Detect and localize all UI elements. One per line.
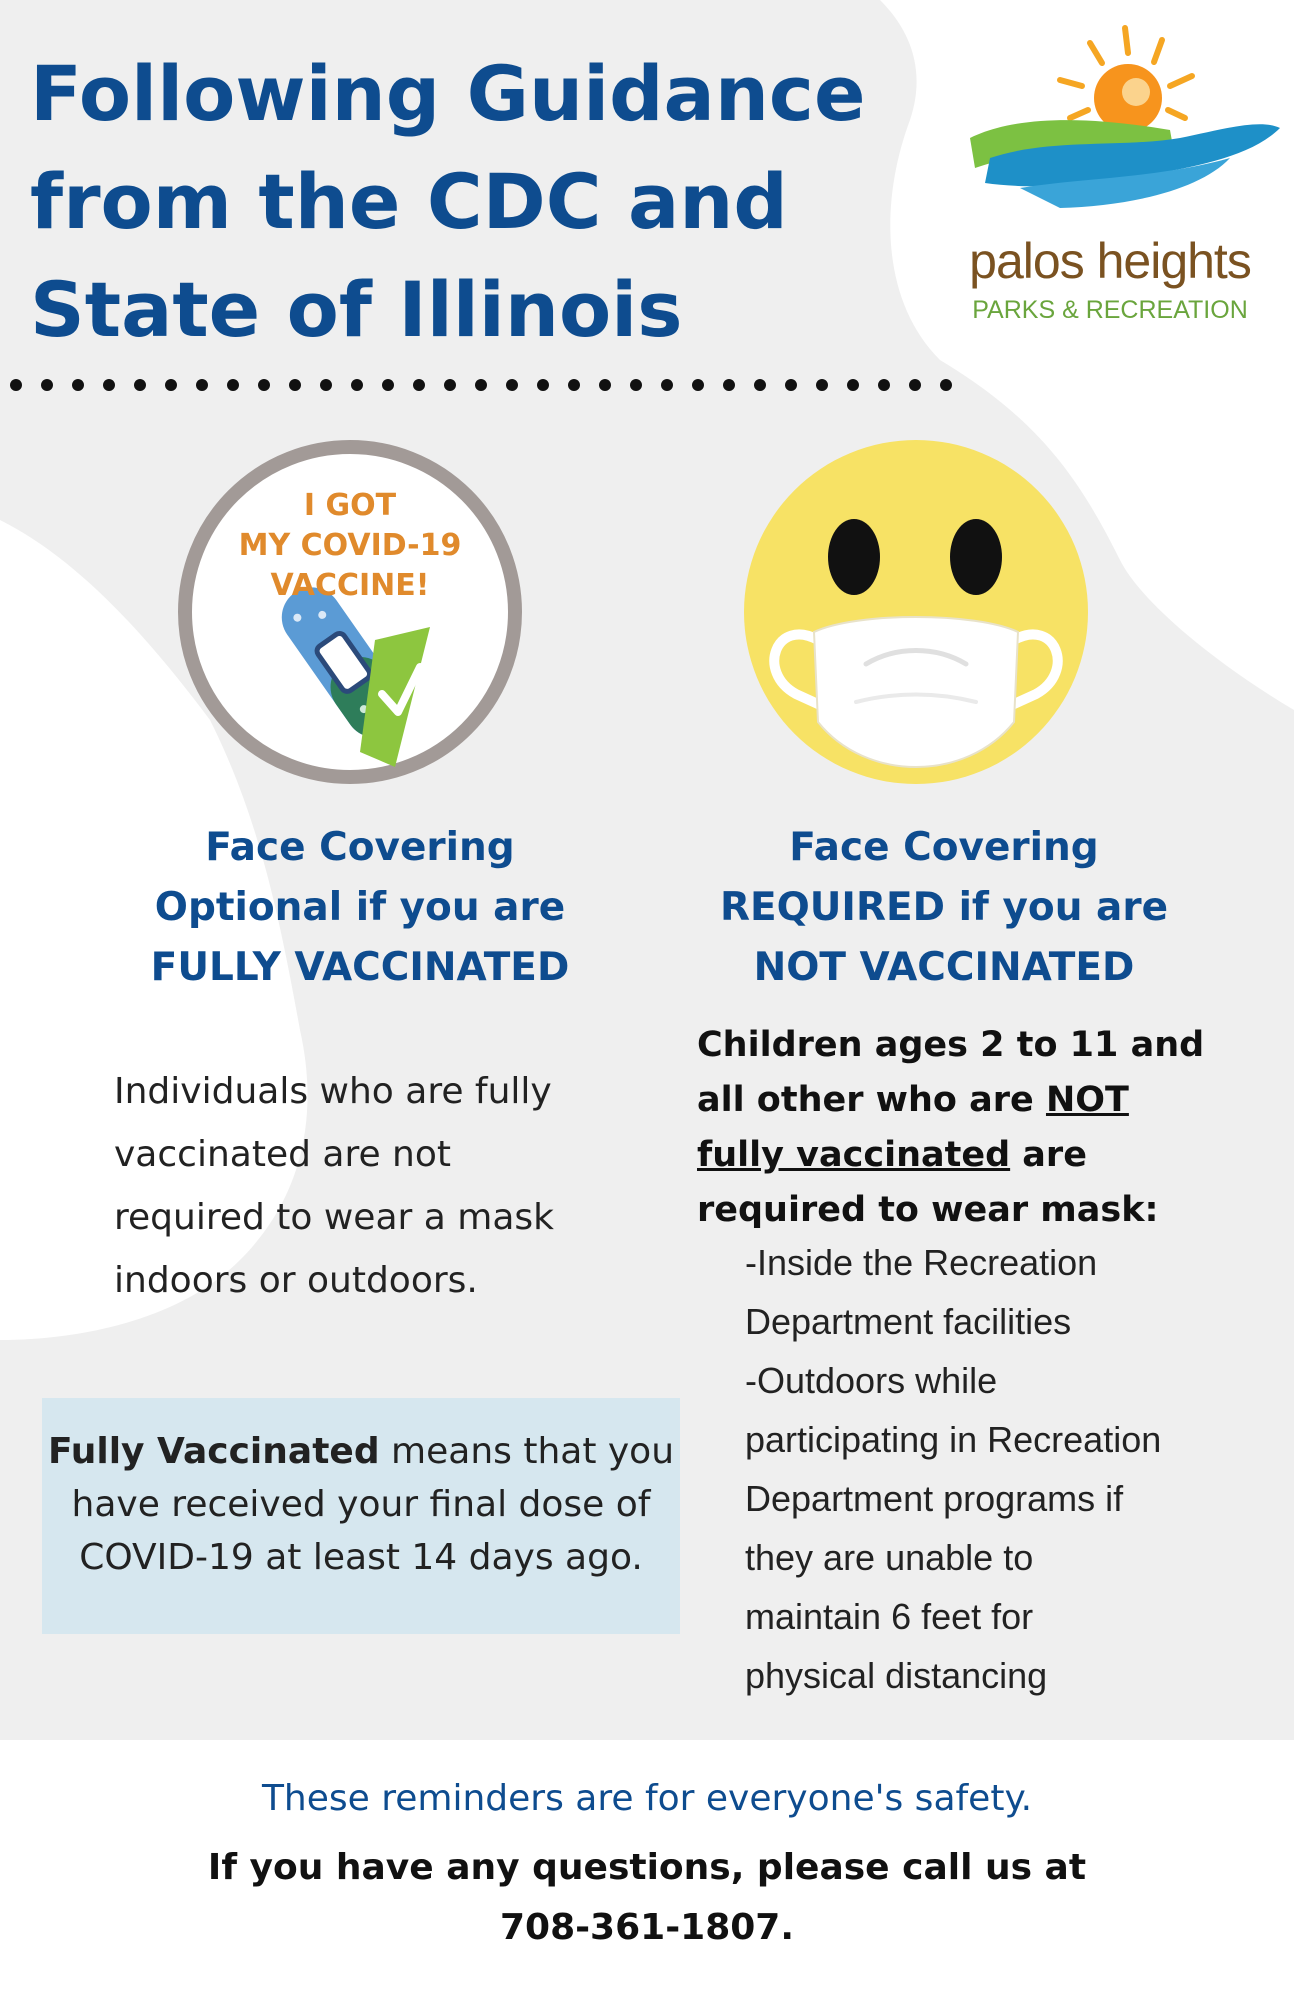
safety-reminder: These reminders are for everyone's safety.	[261, 1778, 1033, 1819]
mask-requirement	[697, 1018, 1257, 1238]
description-line: vaccinated are not	[114, 1134, 452, 1175]
masked-face-icon	[736, 432, 1096, 792]
vaccinated-heading	[80, 818, 640, 998]
definition-text	[46, 1425, 676, 1584]
contact-info	[180, 1838, 1114, 1958]
requirement-emphasis: NOT	[1045, 1080, 1129, 1120]
requirement-line: are	[1010, 1135, 1087, 1175]
logo-subtitle: PARKS & RECREATION	[972, 296, 1248, 324]
heading-line: NOT VACCINATED	[753, 945, 1135, 990]
vaccinated-description	[114, 1060, 634, 1312]
heading-line: REQUIRED if you are	[719, 885, 1169, 930]
badge-text: I GOT MY COVID-19 VACCINE!	[238, 488, 462, 603]
description-line: indoors or outdoors.	[114, 1260, 478, 1301]
logo-name: palos heights	[969, 233, 1251, 289]
heading-line: FULLY VACCINATED	[150, 945, 570, 990]
requirement-line: Children ages 2 to 11 and	[697, 1025, 1205, 1065]
page-title: Following Guidance from the CDC and State of Illinois	[30, 49, 866, 354]
heading-line: Face Covering	[789, 825, 1099, 870]
requirement-line: required to wear mask:	[697, 1190, 1159, 1230]
heading-line: Face Covering	[205, 825, 515, 870]
list-item: participating in Recreation	[745, 1419, 1162, 1460]
contact-question: If you have any questions, please call us at	[207, 1847, 1087, 1888]
not-vaccinated-heading	[664, 818, 1224, 998]
requirement-emphasis: fully vaccinated	[697, 1135, 1011, 1175]
definition-line: have received your final dose of	[71, 1484, 651, 1525]
definition-term: Fully Vaccinated	[47, 1431, 380, 1472]
list-item: Department facilities	[745, 1301, 1072, 1342]
requirement-line: all other who are	[697, 1080, 1046, 1120]
heading-line: Optional if you are	[154, 885, 566, 930]
list-item: they are unable to	[745, 1537, 1034, 1578]
palos-heights-logo-icon	[930, 18, 1290, 338]
dotted-divider	[6, 370, 966, 400]
definition-line: COVID-19 at least 14 days ago.	[79, 1537, 643, 1578]
list-item: -Outdoors while	[745, 1360, 998, 1401]
list-item: maintain 6 feet for	[745, 1596, 1034, 1637]
definition-line: means that you	[379, 1431, 675, 1472]
requirement-list	[745, 1233, 1265, 1705]
list-item: physical distancing	[745, 1655, 1048, 1696]
list-item: Department programs if	[745, 1478, 1124, 1519]
list-item: -Inside the Recreation	[745, 1242, 1098, 1283]
description-line: required to wear a mask	[114, 1197, 554, 1238]
phone-number: 708-361-1807.	[499, 1907, 795, 1948]
description-line: Individuals who are fully	[114, 1071, 552, 1112]
